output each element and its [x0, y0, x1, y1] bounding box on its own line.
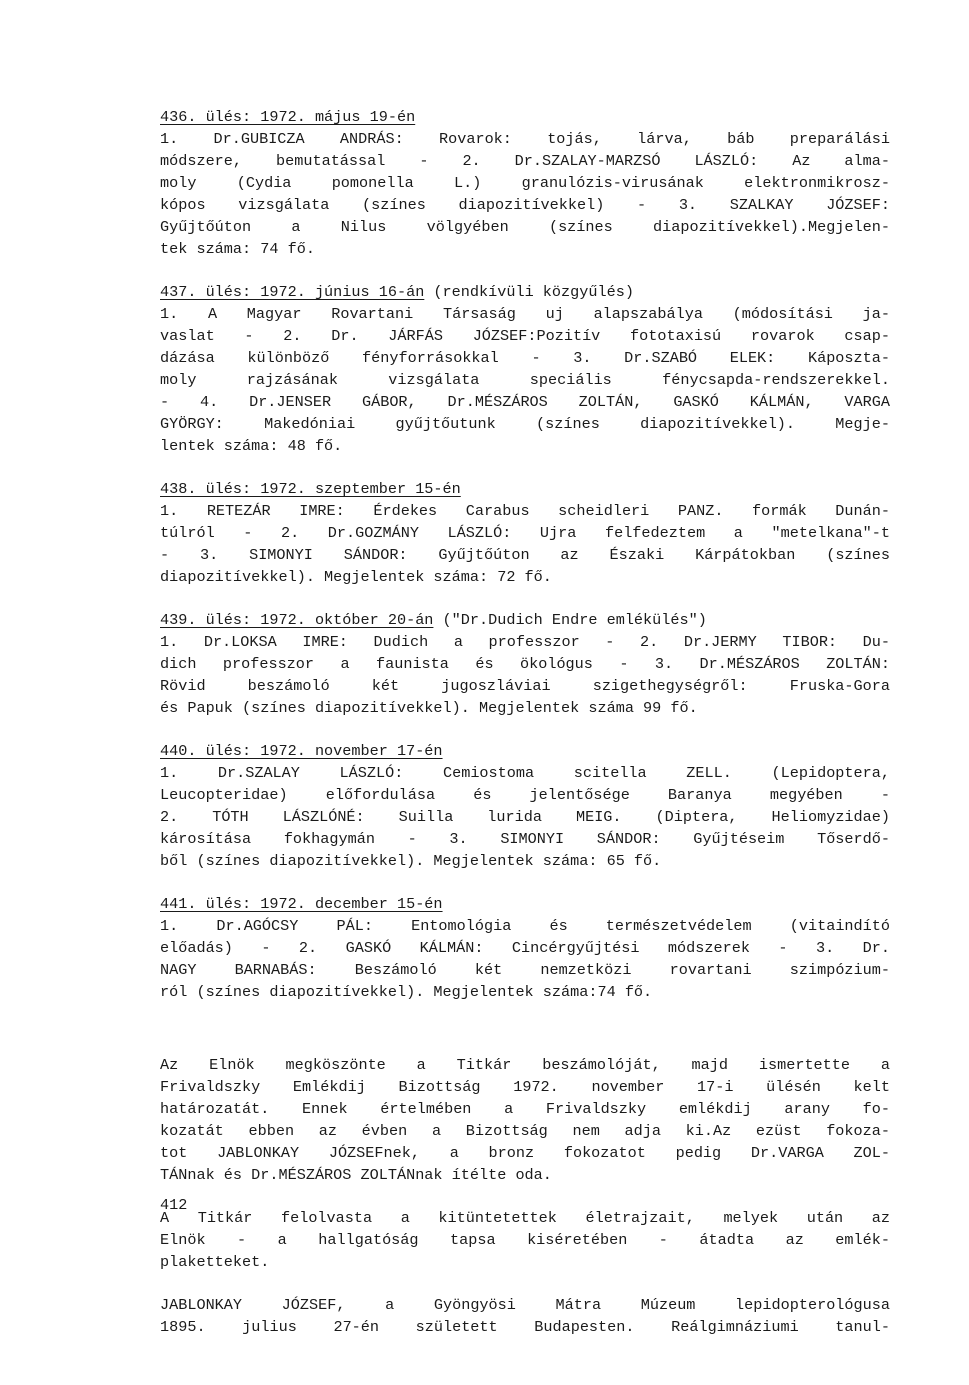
text-line: A Titkár felolvasta a kitüntetettek életrajzait, melyek után az: [160, 1209, 890, 1227]
meeting-entry: [160, 893, 890, 1003]
text-line: 1. Dr.AGÓCSY PÁL: Entomológia és természetvédelem (vitaindító: [160, 917, 890, 935]
text-line: Rövid beszámoló két jugoszláviai szigethegységről: Fruska-Gora: [160, 677, 890, 695]
text-line: kozatát ebben az évben a Bizottság nem adja ki.Az ezüst fokoza-: [160, 1122, 890, 1140]
page-number: 412: [160, 1196, 188, 1214]
text-line: 1. RETEZÁR IMRE: Érdekes Carabus scheidleri PANZ. formák Dunán-: [160, 502, 890, 520]
text-line: moly (Cydia pomonella L.) granulózis-virusának elektronmikrosz-: [160, 174, 890, 192]
text-line: 1. A Magyar Rovartani Társaság uj alapszabálya (módosítási ja-: [160, 305, 890, 323]
text-line: Leucopteridae) előfordulása és jelentősége Baranya megyében -: [160, 786, 890, 804]
text-line: Az Elnök megköszönte a Titkár beszámolóját, majd ismertette a: [160, 1056, 890, 1074]
meeting-heading: 439. ülés: 1972. október 20-án: [160, 611, 434, 629]
text-line: ról (színes diapozitívekkel). Megjelentek száma:74 fő.: [160, 983, 653, 1001]
text-line: 1. Dr.LOKSA IMRE: Dudich a professzor - 2. Dr.JERMY TIBOR: Du-: [160, 633, 890, 651]
text-line: túlról - 2. Dr.GOZMÁNY LÁSZLÓ: Ujra felfedeztem a "metelkana"-t: [160, 524, 890, 542]
text-line: tot JABLONKAY JÓZSEFnek, a bronz fokozatot pedig Dr.VARGA ZOL-: [160, 1144, 890, 1162]
meeting-heading-line: [160, 609, 890, 631]
text-line: 1. Dr.SZALAY LÁSZLÓ: Cemiostoma scitella ZELL. (Lepidoptera,: [160, 764, 890, 782]
meeting-heading-line: [160, 740, 890, 762]
paragraph: [160, 1294, 890, 1338]
text-line: TÁNnak és Dr.MÉSZÁROS ZOLTÁNnak ítélte oda.: [160, 1166, 552, 1184]
text-line: plaketteket.: [160, 1253, 270, 1271]
text-line: JABLONKAY JÓZSEF, a Gyöngyösi Mátra Múzeum lepidopterológusa: [160, 1296, 890, 1314]
meeting-entry: [160, 478, 890, 588]
text-line: előadás) - 2. GASKÓ KÁLMÁN: Cincérgyűjtési módszerek - 3. Dr.: [160, 939, 890, 957]
meeting-heading: 441. ülés: 1972. december 15-én: [160, 895, 443, 913]
text-line: ből (színes diapozitívekkel). Megjelentek száma: 65 fő.: [160, 852, 662, 870]
text-line: 1895. julius 27-én született Budapesten. Reálgimnáziumi tanul-: [160, 1318, 890, 1336]
section-gap: [160, 1024, 890, 1054]
text-line: GYÖRGY: Makedóniai gyűjtőutunk (színes diapozitívekkel). Megje-: [160, 415, 890, 433]
meeting-heading-note: ("Dr.Dudich Endre emlékülés"): [433, 611, 707, 629]
text-line: 2. TÓTH LÁSZLÓNÉ: Suilla lurida MEIG. (Diptera, Heliomyzidae): [160, 808, 890, 826]
meeting-heading: 440. ülés: 1972. november 17-én: [160, 742, 443, 760]
meeting-entry: [160, 106, 890, 260]
text-line: - 3. SIMONYI SÁNDOR: Gyűjtőúton az Északi Kárpátokban (színes: [160, 546, 890, 564]
text-line: Elnök - a hallgatóság tapsa kiséretében - átadta az emlék-: [160, 1231, 890, 1249]
text-line: tek száma: 74 fő.: [160, 240, 315, 258]
text-line: moly rajzásának vizsgálata speciális fénycsapda-rendszerekkel.: [160, 371, 890, 389]
meeting-entries: [160, 106, 890, 1003]
text-line: károsítása fokhagymán - 3. SIMONYI SÁNDOR: Gyűjtéseim Tőserdő-: [160, 830, 890, 848]
meeting-entry: [160, 740, 890, 872]
page-content: [160, 106, 890, 1359]
body-paragraphs: [160, 1054, 890, 1338]
meeting-heading-line: [160, 478, 890, 500]
meeting-heading: 437. ülés: 1972. június 16-án: [160, 283, 425, 301]
meeting-heading-line: [160, 106, 890, 128]
text-line: Gyűjtőúton a Nilus völgyében (színes diapozitívekkel).Megjelen-: [160, 218, 890, 236]
meeting-entry: [160, 609, 890, 719]
text-line: Frivaldszky Emlékdij Bizottság 1972. november 17-i ülésén kelt: [160, 1078, 890, 1096]
paragraph: [160, 1207, 890, 1273]
text-line: határozatát. Ennek értelmében a Frivaldszky emlékdij arany fo-: [160, 1100, 890, 1118]
meeting-entry: [160, 281, 890, 457]
text-line: vaslat - 2. Dr. JÁRFÁS JÓZSEF:Pozitív fototaxisú rovarok csap-: [160, 327, 890, 345]
meeting-heading: 438. ülés: 1972. szeptember 15-én: [160, 480, 461, 498]
meeting-heading-line: [160, 893, 890, 915]
text-line: - 4. Dr.JENSER GÁBOR, Dr.MÉSZÁROS ZOLTÁN, GASKÓ KÁLMÁN, VARGA: [160, 393, 890, 411]
text-line: lentek száma: 48 fő.: [160, 437, 343, 455]
text-line: diapozitívekkel). Megjelentek száma: 72 fő.: [160, 568, 552, 586]
meeting-heading-note: (rendkívüli közgyűlés): [424, 283, 634, 301]
meeting-heading-line: [160, 281, 890, 303]
text-line: kópos vizsgálata (színes diapozitívekkel) - 3. SZALKAY JÓZSEF:: [160, 196, 890, 214]
text-line: és Papuk (színes diapozitívekkel). Megjelentek száma 99 fő.: [160, 699, 698, 717]
text-line: NAGY BARNABÁS: Beszámoló két nemzetközi rovartani szimpózium-: [160, 961, 890, 979]
text-line: módszere, bemutatással - 2. Dr.SZALAY-MARZSÓ LÁSZLÓ: Az alma-: [160, 152, 890, 170]
text-line: dázása különböző fényforrásokkal - 3. Dr.SZABÓ ELEK: Káposzta-: [160, 349, 890, 367]
meeting-heading: 436. ülés: 1972. május 19-én: [160, 108, 416, 126]
text-line: dich professzor a faunista és ökológus - 3. Dr.MÉSZÁROS ZOLTÁN:: [160, 655, 890, 673]
text-line: 1. Dr.GUBICZA ANDRÁS: Rovarok: tojás, lárva, báb preparálási: [160, 130, 890, 148]
paragraph: [160, 1054, 890, 1186]
